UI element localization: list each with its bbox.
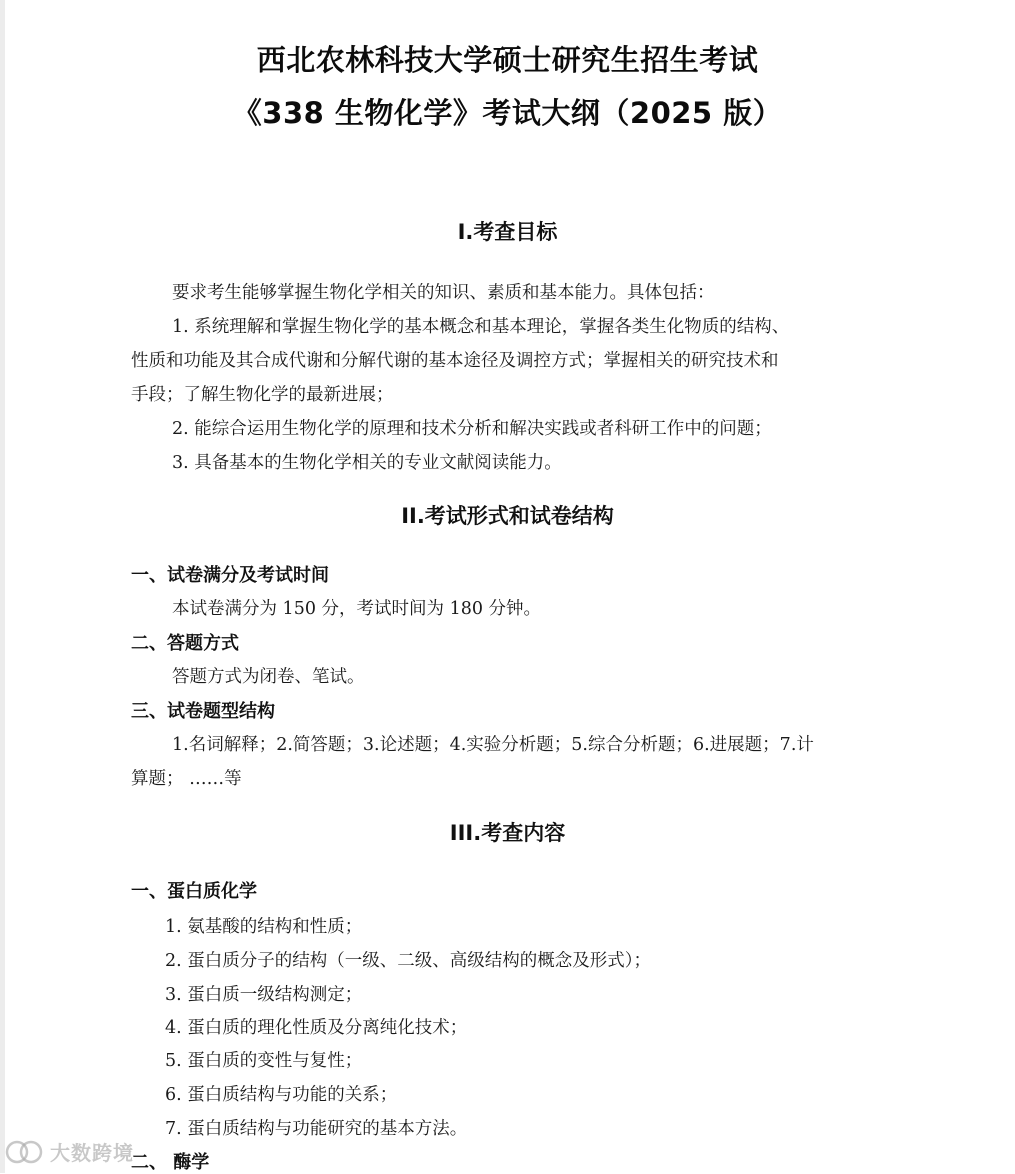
watermark-logo-icon <box>4 1139 44 1165</box>
watermark <box>4 1137 134 1166</box>
doc-title-line1: 西北农林科技大学硕士研究生招生考试 <box>256 43 759 77</box>
objectives-intro: 要求考生能够掌握生物化学相关的知识、素质和基本能力。具体包括： <box>172 283 715 303</box>
score-time-text: 本试卷满分为 150 分，考试时间为 180 分钟。 <box>172 599 542 619</box>
content-item: 2. 蛋白质分子的结构（一级、二级、高级结构的概念及形式）； <box>165 951 652 971</box>
subheading-score-time: 一、试卷满分及考试时间 <box>131 565 329 586</box>
subheading-protein-chemistry: 一、蛋白质化学 <box>131 881 257 902</box>
objective-item-1-line2: 性质和功能及其合成代谢和分解代谢的基本途径及调控方式；掌握相关的研究技术和 <box>131 351 779 371</box>
subheading-answer-method: 二、答题方式 <box>131 633 239 654</box>
section-heading-content: III.考查内容 <box>449 821 566 845</box>
objective-item-1-line3: 手段；了解生物化学的最新进展； <box>131 385 394 405</box>
question-types-line1: 1.名词解释；2.简答题；3.论述题；4.实验分析题；5.综合分析题；6.进展题；7.计 <box>172 735 814 755</box>
doc-title-line2: 《338 生物化学》考试大纲（2025 版） <box>232 96 783 130</box>
question-types-line2: 算题； ……等 <box>131 769 242 789</box>
objective-item-2: 2. 能综合运用生物化学的原理和技术分析和解决实践或者科研工作中的问题； <box>172 419 772 439</box>
section-heading-exam-format: II.考试形式和试卷结构 <box>401 504 614 528</box>
content-item: 1. 氨基酸的结构和性质； <box>165 917 363 937</box>
content-item: 6. 蛋白质结构与功能的关系； <box>165 1085 398 1105</box>
content-item: 3. 蛋白质一级结构测定； <box>165 985 363 1005</box>
watermark-text: 大数跨境 <box>50 1141 134 1165</box>
answer-method-text: 答题方式为闭卷、笔试。 <box>172 667 365 687</box>
objective-item-1-line1: 1. 系统理解和掌握生物化学的基本概念和基本理论，掌握各类生化物质的结构、 <box>172 317 790 337</box>
content-item: 7. 蛋白质结构与功能研究的基本方法。 <box>165 1119 468 1139</box>
subheading-enzymology: 二、 酶学 <box>131 1152 210 1173</box>
page-left-edge <box>0 0 5 1173</box>
content-item: 4. 蛋白质的理化性质及分离纯化技术； <box>165 1018 468 1038</box>
content-item: 5. 蛋白质的变性与复性； <box>165 1051 363 1071</box>
objective-item-3: 3. 具备基本的生物化学相关的专业文献阅读能力。 <box>172 453 562 473</box>
subheading-question-types: 三、试卷题型结构 <box>131 701 275 722</box>
section-heading-objectives: I.考查目标 <box>457 220 558 244</box>
